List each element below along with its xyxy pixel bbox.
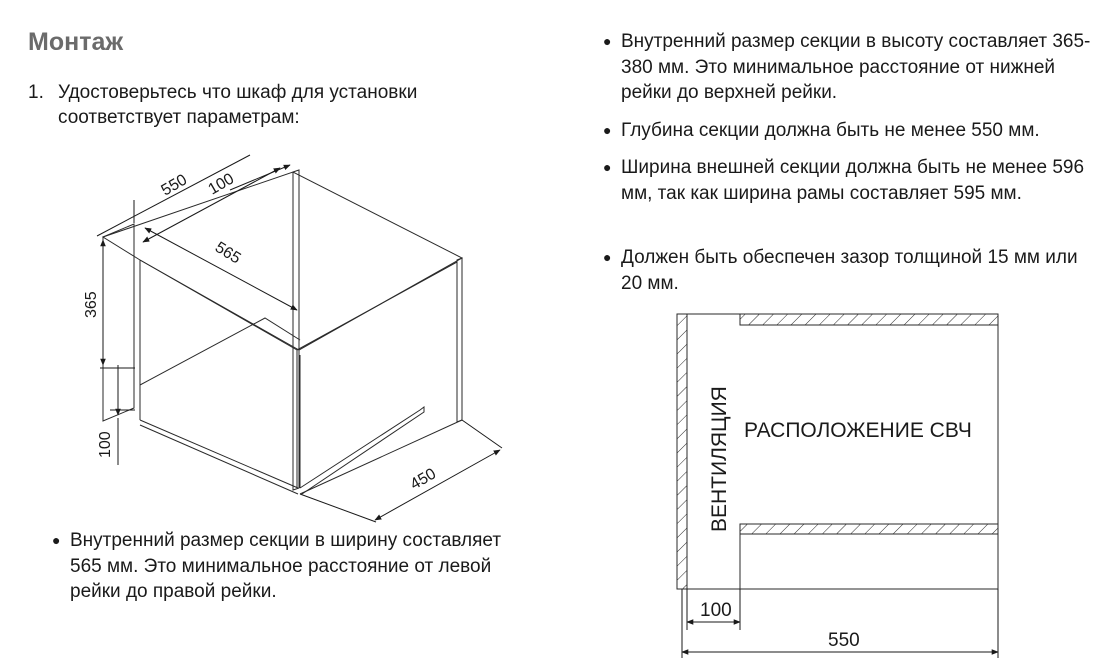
dim-height-label: 365 [83,291,100,318]
dim-inner-width-label: 565 [211,238,244,268]
bullet-dot: ● [603,33,612,49]
bullet-text: Глубина секции должна быть не менее 550 мм. [621,120,1040,141]
bullet-dot: ● [603,122,612,138]
dim-depth-label: 550 [828,630,860,651]
bullet-outer-width [603,155,1093,206]
bullet-text: Внутренний размер секции в ширину составляет 565 мм. Это минимальное расстояние от левой рейки до правой рейки. [70,530,502,602]
step-text: Удостоверьтесь что шкаф для установки соответствует параметрам: [58,82,418,128]
section-diagram [660,300,1010,665]
dim-bottom-depth-label: 450 [407,465,440,494]
cabinet-outline [103,170,462,494]
dim-top-gap-label: 100 [205,170,238,199]
bullet-text: Внутренний размер секции в высоту составляет 365-380 мм. Это минимальное расстояние от нижней рейки до верхней рейки. [621,31,1091,103]
bullet-text: Ширина внешней секции должна быть не менее 596 мм, так как ширина рамы составляет 595 мм. [621,157,1085,204]
microwave-placement-label: РАСПОЛОЖЕНИЕ СВЧ [744,419,972,442]
dim-gap-label: 100 [700,600,732,621]
bullet-gap [603,245,1093,296]
page-title: Монтаж [28,28,124,56]
bullet-dot: ● [52,532,61,548]
bullet-inner-height [603,29,1093,106]
dim-depth-label: 550 [158,171,191,200]
bullet-dot: ● [603,249,612,265]
cabinet-dimension-diagram [0,0,560,530]
bullet-depth [603,118,1093,144]
ventilation-label: ВЕНТИЛЯЦИЯ [708,386,731,532]
bullet-text: Должен быть обеспечен зазор толщиной 15 мм или 20 мм. [621,247,1078,294]
dim-bottom-gap-label: 100 [97,431,114,458]
step-number: 1. [28,82,44,103]
bullet-inner-width [52,528,512,605]
bullet-dot: ● [603,159,612,175]
